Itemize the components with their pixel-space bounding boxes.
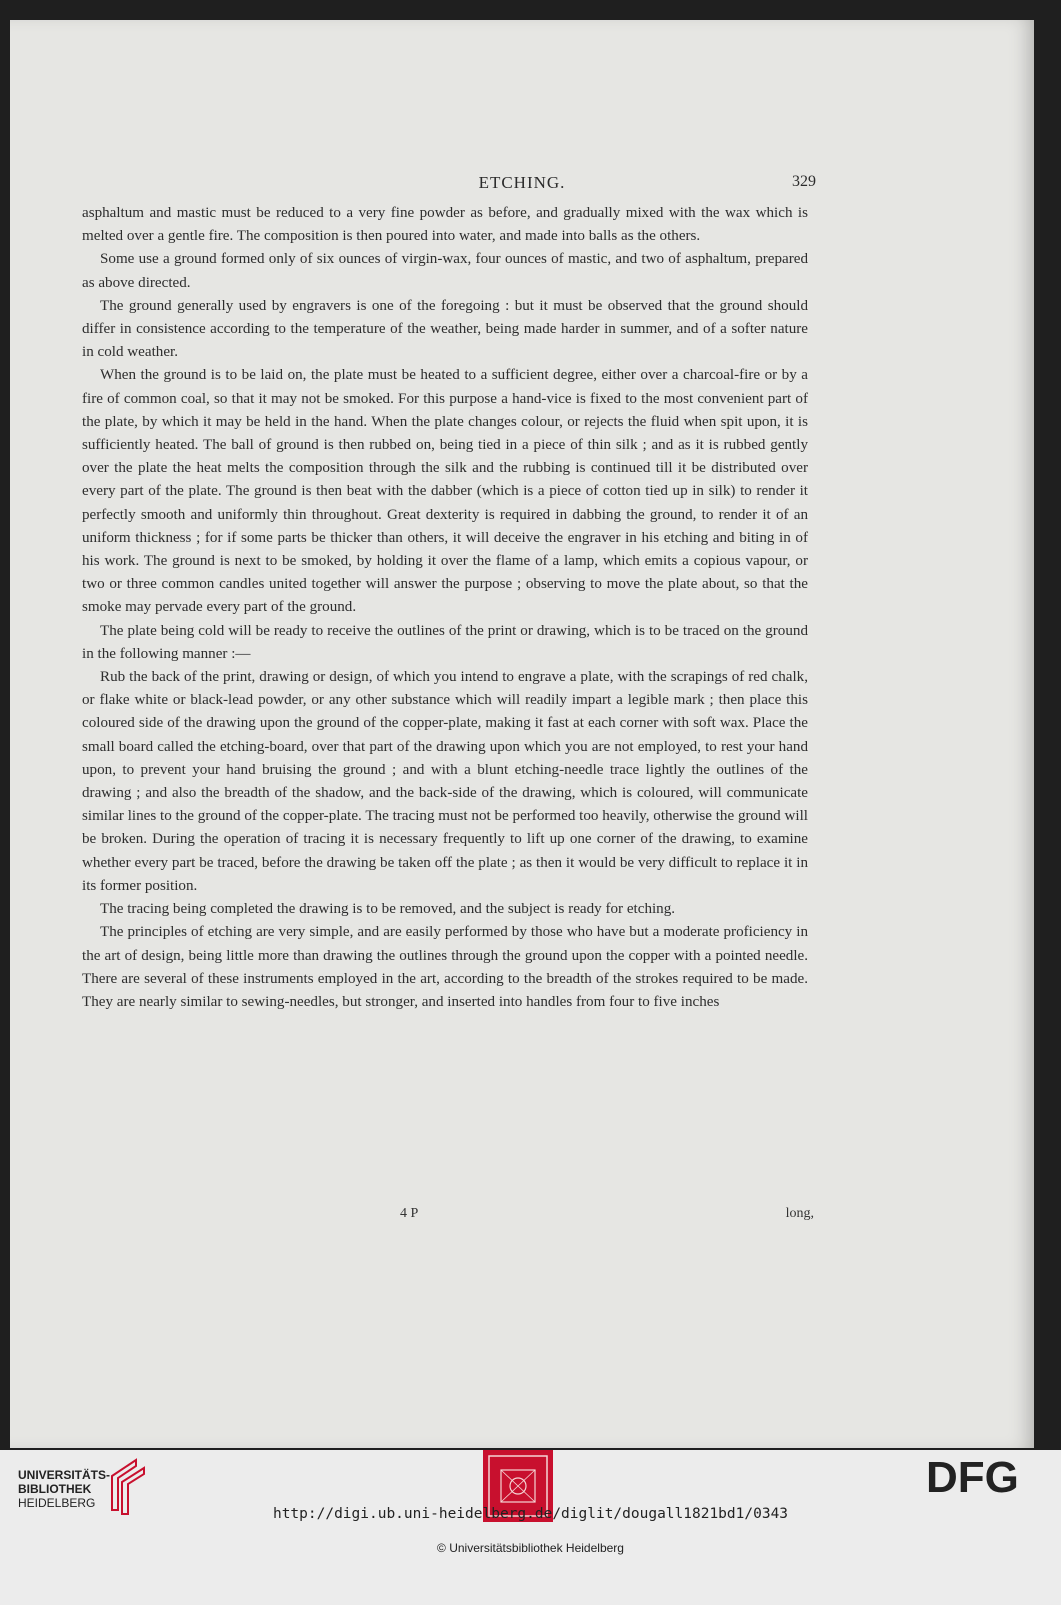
paragraph: asphaltum and mastic must be reduced to a very fine powder as before, and gradually mixed with the wax which is melted over a gentle fire. The composition is then poured into water, and made into balls as the others. [82,205,808,245]
page-header [10,173,1034,201]
dfg-logo-text: DFG [926,1453,1019,1502]
viewer-footer [0,1450,1061,1605]
library-name-line3: HEIDELBERG [18,1496,96,1510]
paragraph: The plate being cold will be ready to receive the outlines of the print or drawing, which is to be traced on the ground in the following manner :— [82,622,808,662]
paragraph: When the ground is to be laid on, the plate must be heated to a sufficient degree, either over a charcoal-fire or by a fire of common coal, so that it may not be smoked. For this purpose a hand-vice is fixed to the most convenient part of the plate, by which it may be held in the hand. When the plate changes colour, or rejects the fluid when spit upon, it is sufficiently heated. The ball of ground is then rubbed on, being tied in a piece of thin silk ; and as it is rubbed gently over the plate the heat melts the composition through the silk and the rubbing is continued till it be distributed over every part of the plate. The ground is then beat with the dabber (which is a piece of cotton tied up in silk) to render it perfectly smooth and uniformly thin throughout. Great dexterity is required in dabbing the ground, to render it of an uniform thickness ; for if some parts be thicker than others, it will deceive the engraver in his etching and biting in of his work. The ground is next to be smoked, by holding it over the flame of a lamp, which emits a copious vapour, or two or three common candles united together will answer the purpose ; observing to move the plate about, so that the smoke may pervade every part of the ground. [82,367,808,616]
body-text [82,202,808,1014]
paragraph: The principles of etching are very simple, and are easily performed by those who have but a moderate proficiency in the art of design, being little more than drawing the outlines through the ground upon the copper with a pointed needle. There are several of these instruments employed in the art, according to the breadth of the strokes required to be made. They are nearly similar to sewing-needles, but stronger, and inserted into handles from four to five inches [82,924,808,1010]
book-page [10,20,1034,1448]
catchword: long, [785,1206,814,1221]
copyright-notice: © Universitätsbibliothek Heidelberg [437,1541,624,1555]
paragraph: Some use a ground formed only of six ounces of virgin-wax, four ounces of mastic, and two of asphaltum, prepared as above directed. [82,251,808,291]
library-name-line1: UNIVERSITÄTS- [18,1468,111,1482]
library-name-line2: BIBLIOTHEK [18,1482,92,1496]
running-head: ETCHING. [478,173,566,192]
paragraph: The ground generally used by engravers is one of the foregoing : but it must be observed that the ground should differ in consistence according to the temperature of the weather, being made harder in summer, and of a softer nature in cold weather. [82,297,808,361]
paragraph: The tracing being completed the drawing is to be removed, and the subject is ready for etching. [100,901,676,918]
signature-mark: 4 P [400,1206,419,1221]
dfg-logo[interactable] [926,1452,1036,1502]
permalink-url[interactable]: http://digi.ub.uni-heidelberg.de/diglit/dougall1821bd1/0343 [272,1506,789,1522]
paragraph: Rub the back of the print, drawing or design, of which you intend to engrave a plate, with the scrapings of red chalk, or flake white or black-lead powder, or any other substance which will readily impart a legible mark ; then place this coloured side of the drawing upon the ground of the copper-plate, making it fast at each corner with soft wax. Place the small board called the etching-board, over that part of the drawing upon which you are not employed, to rest your hand upon, to prevent your hand bruising the ground ; and with a blunt etching-needle trace lightly the outlines of the drawing ; and also the breadth of the shadow, and the back-side of the drawing, which is coloured, will communicate similar lines to the ground of the copper-plate. The tracing must not be performed too heavily, otherwise the ground will be broken. During the operation of tracing it is necessary frequently to lift up one corner of the drawing, to examine whether every part be traced, before the drawing be taken off the plate ; as then it would be very difficult to replace it in its former position. [82,669,808,894]
page-number: 329 [792,173,816,190]
